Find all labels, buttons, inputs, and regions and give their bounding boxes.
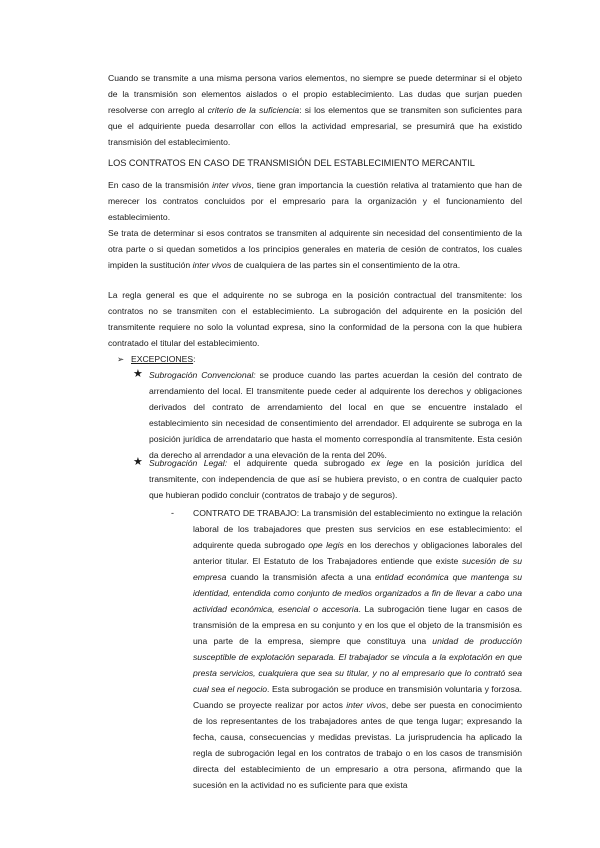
italic-run: inter vivos — [192, 260, 232, 270]
text-run: Cuando se transmite a una misma persona varios elementos, no siempre se puede determinar si el objeto de la transmisión son elementos aislados o el propio establecimiento. Las dudas que surjan pueden resolverse con arreglo al — [108, 73, 522, 115]
general-rule-paragraph: La regla general es que el adquirente no se subroga en la posición contractual del transmitente: los contratos no se transmiten con el establecimiento. La subrogación del adquirente en la posición del transmitente requiere no solo la voluntad expresa, sino la conformidad de la persona con la que hubiera contratado el titular del establecimiento. — [108, 290, 522, 348]
italic-run: inter vivos — [212, 180, 252, 190]
arrow-bullet-icon: ➢ — [117, 354, 125, 364]
text-run: el adquirente queda subrogado — [227, 458, 372, 468]
italic-run: entidad económica que mantenga su identidad, entendida como conjunto de medios organizados a fin de llevar a cabo una actividad económica, esencial o accesoria — [193, 572, 522, 614]
italic-run: criterio de la suficiencia — [207, 105, 300, 115]
text-run: , debe ser puesta en conocimiento de los representantes de los trabajadores antes de que tenga lugar; expresando la fecha, causa, consecuencias y medidas previstas. La jurisprudencia ha aplicado la regla de subrogación legal en los contratos de trabajo o en los casos de transmisión directa del establecimiento de un empresario a otra persona, afirmando que la sucesión en la actividad no es suficiente para que exista — [193, 700, 522, 790]
exceptions-colon: : — [193, 354, 196, 364]
legal-subrogation-item — [149, 455, 522, 503]
item-title: Subrogación Legal: — [149, 458, 228, 468]
text-run: , tiene gran importancia la cuestión relativa al tratamiento que han de merecer los contratos concluidos por el empresario para la organización y el funcionamiento del establecimiento. — [108, 180, 522, 222]
text-run: Se trata de determinar si esos contratos se transmiten al adquirente sin necesidad del consentimiento de la otra parte o si quedan sometidos a los principios generales en materia de cesión de contratos, los cuales impiden la sustitución — [108, 228, 522, 270]
conventional-subrogation-item — [149, 367, 522, 463]
text-run: en la posición jurídica del transmitente, con independencia de que así se hubiera previsto, o en contra de cualquier pacto que hubieran podido concluir (contratos de trabajo y de seguros). — [149, 458, 522, 500]
text-run: se produce cuando las partes acuerdan la cesión del contrato de arrendamiento del local. El transmitente puede ceder al adquirente los derechos y obligaciones derivados del contrato de arrendamiento del local en que se encuentre instalado el establecimiento sin necesidad de consentimiento del arrendador. El adquirente se subroga en la posición jurídica de arrendatario que hasta el momento correspondía al transmitente. Esta cesión da derecho al arrendador a una elevación de la renta del 20%. — [149, 370, 523, 460]
text-run: CONTRATO DE TRABAJO: La transmisión del establecimiento no extingue la relación laboral de los trabajadores que presten sus servicios en ese establecimiento: el adquirente queda subrogado — [193, 508, 522, 550]
text-run: de cualquiera de las partes sin el consentimiento de la otra. — [231, 260, 461, 270]
text-run: En caso de la transmisión — [108, 180, 213, 190]
italic-run: inter vivos — [346, 700, 386, 710]
intro-paragraph — [108, 70, 522, 150]
text-run: . Esta subrogación se produce en transmisión voluntaria y forzosa. Cuando se proyecte realizar por actos — [193, 684, 523, 710]
dash-bullet: - — [171, 508, 174, 518]
star-bullet-icon: ★ — [133, 456, 143, 468]
italic-run: ope legis — [308, 540, 344, 550]
exceptions-label: EXCEPCIONES — [131, 354, 194, 364]
consent-paragraph — [108, 225, 522, 273]
section-heading: LOS CONTRATOS EN CASO DE TRANSMISIÓN DEL ESTABLECIMIENTO MERCANTIL — [108, 158, 475, 168]
italic-run: ex lege — [371, 458, 403, 468]
inter-vivos-paragraph — [108, 177, 522, 225]
text-run: : si los elementos que se transmiten son suficientes para que el adquiriente pueda desarrollar con ellos la actividad empresarial, se presumirá que ha existido transmisión del establecimiento. — [108, 105, 522, 147]
star-bullet-icon: ★ — [133, 368, 143, 380]
item-title: Subrogación Convencional: — [149, 370, 256, 380]
text-run: en los derechos y obligaciones laborales del anterior titular. El Estatuto de los Trabajadores entiende que existe — [193, 540, 523, 566]
italic-run: unidad de producción susceptible de explotación separada. El trabajador se vincula a la explotación en que presta servicios, cualquiera que sea su titular, y no al empresario que lo contrató sea cual sea el negocio — [193, 636, 523, 694]
exceptions-heading — [117, 351, 195, 367]
text-run: cuando la transmisión afecta a una — [226, 572, 376, 582]
employment-contract-item — [193, 505, 522, 793]
italic-run: sucesión de su empresa — [193, 556, 522, 582]
text-run: . La subrogación tiene lugar en casos de transmisión de la empresa en su conjunto y en los que el objeto de la transmisión es una parte de la empresa, siempre que constituya una — [193, 604, 522, 646]
